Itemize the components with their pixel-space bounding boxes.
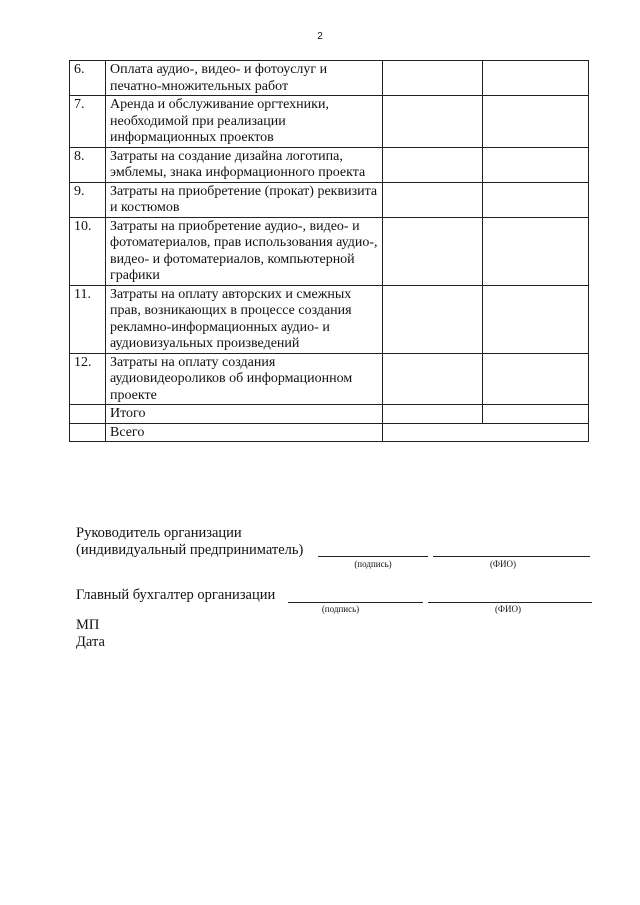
itogo-label: Итого [106, 405, 383, 424]
amount-cell [383, 61, 483, 96]
row-number [70, 405, 106, 424]
head-title: Руководитель организации [76, 525, 242, 541]
amount-cell [483, 353, 589, 405]
total-amount-cell [383, 423, 589, 442]
table-row [70, 182, 589, 217]
table-row [70, 217, 589, 285]
date-label: Дата [76, 634, 105, 650]
row-number: 10. [70, 217, 106, 285]
row-number: 8. [70, 147, 106, 182]
table-row [70, 96, 589, 148]
row-text: Затраты на приобретение (прокат) реквизита и костюмов [106, 182, 383, 217]
head-fio-caption: (ФИО) [489, 559, 517, 569]
amount-cell [383, 405, 483, 424]
amount-cell [483, 285, 589, 353]
table-row [70, 353, 589, 405]
amount-cell [383, 353, 483, 405]
accountant-fio-caption: (ФИО) [494, 604, 522, 614]
table-row [70, 61, 589, 96]
amount-cell [383, 217, 483, 285]
row-text: Затраты на создание дизайна логотипа, эмблемы, знака информационного проекта [106, 147, 383, 182]
row-number: 12. [70, 353, 106, 405]
row-number: 6. [70, 61, 106, 96]
amount-cell [383, 96, 483, 148]
amount-cell [383, 285, 483, 353]
row-text: Затраты на оплату создания аудиовидеороликов об информационном проекте [106, 353, 383, 405]
row-text: Затраты на оплату авторских и смежных прав, возникающих в процессе создания рекламно-информационных аудио- и аудиовизуальных произведений [106, 285, 383, 353]
row-text: Оплата аудио-, видео- и фотоуслуг и печатно-множительных работ [106, 61, 383, 96]
row-text: Затраты на приобретение аудио-, видео- и фотоматериалов, прав использования аудио-, видео- и фотоматериалов, компьютерной графики [106, 217, 383, 285]
head-signature-line[interactable] [318, 556, 428, 557]
page-number: 2 [317, 31, 323, 42]
vsego-label: Всего [106, 423, 383, 442]
amount-cell [483, 61, 589, 96]
accountant-signature-line[interactable] [288, 602, 423, 603]
head-signature-caption: (подпись) [354, 559, 392, 569]
table-row [70, 285, 589, 353]
amount-cell [483, 96, 589, 148]
amount-cell [483, 217, 589, 285]
amount-cell [483, 182, 589, 217]
accountant-signature-caption: (подпись) [321, 604, 360, 614]
row-text: Аренда и обслуживание оргтехники, необходимой при реализации информационных проектов [106, 96, 383, 148]
row-number: 9. [70, 182, 106, 217]
amount-cell [383, 147, 483, 182]
accountant-title: Главный бухгалтер организации [76, 587, 276, 603]
head-fio-line[interactable] [433, 556, 590, 557]
head-signature-block [76, 525, 303, 559]
amount-cell [483, 147, 589, 182]
head-subtitle: (индивидуальный предприниматель) [76, 542, 304, 558]
itogo-row [70, 405, 589, 424]
cost-table [69, 60, 589, 442]
row-number: 7. [70, 96, 106, 148]
vsego-row [70, 423, 589, 442]
table-row [70, 147, 589, 182]
amount-cell [483, 405, 589, 424]
amount-cell [383, 182, 483, 217]
row-number: 11. [70, 285, 106, 353]
row-number [70, 423, 106, 442]
accountant-signature-block [76, 587, 275, 604]
stamp-date-block [76, 617, 105, 651]
accountant-fio-line[interactable] [428, 602, 592, 603]
table-body [70, 61, 589, 442]
stamp-label: МП [76, 617, 100, 633]
